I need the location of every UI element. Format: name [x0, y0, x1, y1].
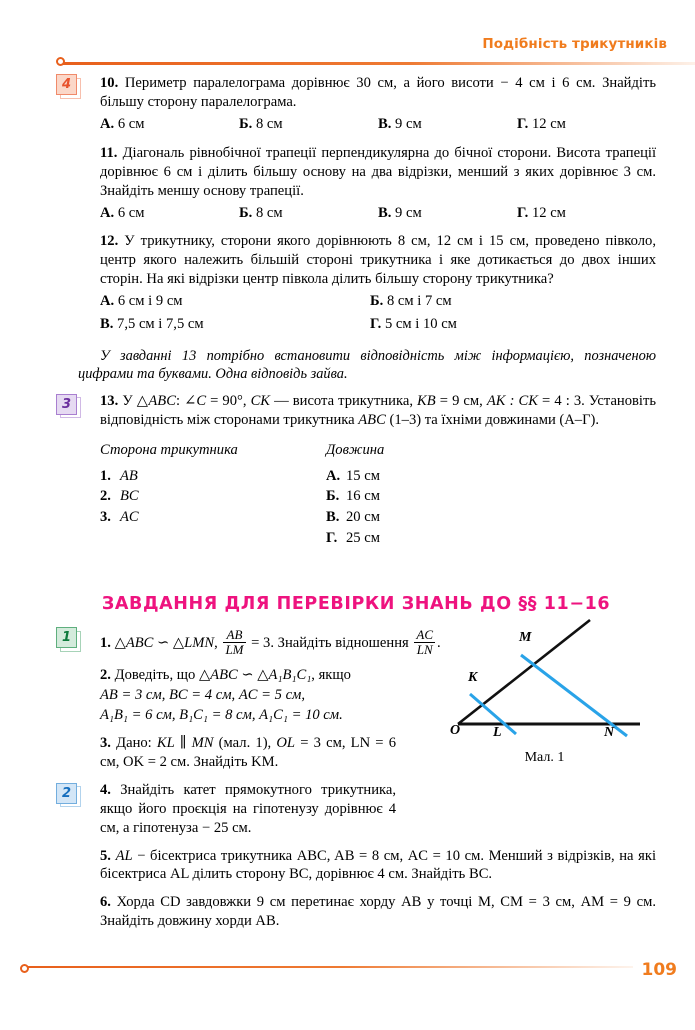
- st2-triangle-abc: △ABC: [198, 666, 238, 683]
- option-v-label: В.: [378, 204, 392, 221]
- level-badge-1: 1: [56, 627, 77, 648]
- left-item-3-label: 3.: [100, 509, 111, 526]
- matching-right-header: Довжина: [326, 441, 385, 458]
- st2-post: , якщо: [311, 666, 351, 683]
- st3-parallel-expr: KL ∥ MN: [156, 734, 214, 751]
- option-a[interactable]: [100, 204, 239, 224]
- option-a[interactable]: [100, 292, 370, 312]
- task-block-11: [56, 144, 656, 224]
- figure-point-label-n: N: [604, 725, 615, 740]
- running-header-title: Подібність трикутників: [482, 36, 667, 52]
- right-item-b-label: Б.: [326, 488, 340, 505]
- t13-s7: (1–3) та їхніми довжинами (А–Г).: [385, 411, 600, 428]
- option-a-value: 6 см: [117, 204, 145, 221]
- option-v-value: 7,5 см і 7,5 см: [117, 315, 204, 332]
- right-item-a-value: 15 см: [346, 467, 380, 484]
- matching-left-column: [100, 440, 326, 549]
- section-task-block-4: [56, 781, 656, 838]
- matching-table: [100, 440, 656, 549]
- matching-left-item[interactable]: [100, 507, 326, 528]
- option-b-value: 8 см і 7 см: [386, 293, 452, 310]
- option-b[interactable]: [239, 204, 378, 224]
- section-task-2-number: 2.: [100, 666, 111, 683]
- option-v-label: В.: [100, 315, 114, 332]
- fraction-ab-lm: [223, 628, 245, 656]
- level-badge-3: 3: [56, 394, 77, 415]
- page-number: 109: [641, 960, 677, 980]
- figure-point-label-m: M: [519, 630, 532, 645]
- section-task-6-text: [100, 893, 656, 931]
- task-12-options-row2: [100, 315, 656, 335]
- task-10-text: [100, 74, 656, 112]
- section-task-5-text: [100, 847, 656, 885]
- option-v[interactable]: [378, 204, 517, 224]
- section-task-block-6: [56, 893, 656, 931]
- task-11-number: 11.: [100, 144, 118, 161]
- option-a-label: А.: [100, 293, 115, 310]
- page-content: [56, 74, 656, 940]
- matching-left-item[interactable]: [100, 466, 326, 487]
- task-13-text: [100, 392, 656, 430]
- section-task-3-number: 3.: [100, 734, 111, 751]
- task-12-number: 12.: [100, 233, 119, 250]
- figure-point-label-l: L: [493, 725, 502, 740]
- matching-left-item[interactable]: [100, 486, 326, 507]
- fraction-ac-ln: [414, 628, 435, 656]
- option-b[interactable]: [370, 292, 640, 312]
- st3-pre: Дано:: [116, 734, 157, 751]
- st3-rest: = 3 см, LN = 6 см, OK = 2 см. Знайдіть KM.: [100, 734, 396, 770]
- option-v-value: 9 см: [395, 115, 422, 132]
- section-task-5-body: − бісектриса трикутника ABC, AB = 8 см, AC = 10 см. Менший з відрізків, на які бісектриса AL ділить сторону BC, дорівнює 4 см. Знайдіть BC.: [100, 847, 656, 883]
- t13-seg-ck: CK: [250, 392, 271, 409]
- section-task-6-body: Хорда CD завдовжки 9 см перетинає хорду AB у точці M, CM = 3 см, AM = 9 см. Знайдіть довжину хорди AB.: [100, 894, 656, 930]
- option-b-label: Б.: [239, 115, 253, 132]
- task-12-text: [100, 232, 656, 289]
- option-b-value: 8 см: [255, 115, 283, 132]
- footer-rule: [26, 966, 633, 969]
- section-task-2-line3: A₁B₁ = 6 см, B₁C₁ = 8 см, A₁C₁ = 10 см.: [100, 706, 343, 723]
- t13-s1: У: [122, 392, 137, 409]
- option-b-label: Б.: [239, 204, 253, 221]
- task-11-text: [100, 144, 656, 201]
- matching-right-item[interactable]: [326, 486, 384, 507]
- t13-s4: — висота трикутника,: [270, 392, 418, 409]
- task-block-10: [56, 74, 656, 135]
- task-block-13: [56, 392, 656, 549]
- right-item-b-value: 16 см: [346, 488, 380, 505]
- left-item-1-value: AB: [120, 467, 138, 484]
- t13-vertex-c: C: [196, 392, 207, 409]
- right-item-v-label: В.: [326, 509, 340, 526]
- t13-ratio: AK : CK: [486, 392, 538, 409]
- header-rule-dot-icon: [56, 57, 65, 66]
- matching-instruction-note: У завданні 13 потрібно встановити відповідність між інформацією, позначеною цифрами та буквами. Одна відповідь зайва.: [78, 347, 656, 383]
- st3-mid: (мал. 1),: [213, 734, 277, 751]
- task-12-body: У трикутнику, сторони якого дорівнюють 8 см, 12 см і 15 см, проведено півколо, центр якого належить більшій стороні трикутника і яке дотикається до двох інших сторін. На які відрізки центр півкола ділить більшу сторону трикутника?: [100, 233, 656, 288]
- left-item-2-value: BC: [120, 488, 139, 505]
- option-g-value: 5 см і 10 см: [384, 315, 457, 332]
- section-task-1-number: 1.: [100, 635, 111, 652]
- fraction-numerator: AB: [226, 627, 243, 643]
- matching-right-item[interactable]: [326, 466, 384, 487]
- option-a-label: А.: [100, 115, 115, 132]
- option-g-label: Г.: [370, 315, 382, 332]
- option-g-value: 12 см: [531, 115, 566, 132]
- left-item-2-label: 2.: [100, 488, 111, 505]
- t13-seg-kb: KB: [417, 392, 436, 409]
- t13-s2: : ∠: [175, 392, 197, 409]
- option-b[interactable]: [239, 115, 378, 135]
- task-10-options: [100, 115, 656, 135]
- figure-point-label-k: K: [468, 670, 478, 685]
- left-item-1-label: 1.: [100, 467, 111, 484]
- level-badge-2: 2: [56, 783, 77, 804]
- header-rule: [62, 62, 695, 65]
- t13-triangle: △ABC: [136, 392, 176, 409]
- matching-right-item[interactable]: [326, 528, 384, 549]
- st2-triangle-a1b1c1: △A₁B₁C₁: [257, 666, 312, 683]
- figure-diagram-svg: [452, 612, 662, 752]
- level-badge-4: 4: [56, 74, 77, 95]
- option-g[interactable]: [517, 204, 566, 224]
- fraction-numerator: AC: [416, 627, 434, 643]
- t13-s3: = 90°,: [206, 392, 251, 409]
- t13-s6: = 4 : 3. Установіть відповідність між сторонами трикутника: [100, 392, 657, 428]
- st2-pre: Доведіть, що: [114, 666, 199, 683]
- option-g-label: Г.: [517, 204, 529, 221]
- matching-left-header: Сторона трикутника: [100, 441, 238, 458]
- section-task-6-number: 6.: [100, 894, 111, 911]
- option-g[interactable]: [370, 315, 640, 335]
- task-11-body: Діагональ рівнобічної трапеції перпендикулярна до бічної сторони. Висота трапеції дорівнює 6 см і ділить більшу основу на два відрізки, менший з яких дорівнює 3 см. Знайдіть меншу основу трапеції.: [100, 144, 656, 199]
- task-10-number: 10.: [100, 75, 119, 91]
- t13-abc: ABC: [358, 411, 386, 428]
- option-v-label: В.: [378, 115, 392, 132]
- task-13-number: 13.: [100, 392, 119, 409]
- figure-point-label-o: O: [450, 723, 461, 738]
- left-item-3-value: AC: [120, 509, 139, 526]
- option-a[interactable]: [100, 115, 239, 135]
- st5-seg-al: AL: [115, 847, 133, 864]
- st1-comma: ,: [214, 635, 222, 652]
- option-g[interactable]: [517, 115, 566, 135]
- task-11-options: [100, 204, 656, 224]
- task-12-options-row1: [100, 292, 656, 312]
- option-b-value: 8 см: [255, 204, 283, 221]
- right-item-v-value: 20 см: [346, 509, 380, 526]
- option-v[interactable]: [100, 315, 370, 335]
- section-task-4-body: Знайдіть катет прямокутного трикутника, якщо його проєкція на гіпотенузу дорівнює 4 см, а гіпотенуза − 25 см.: [100, 781, 396, 836]
- st2-similar-sign: ∽: [237, 666, 258, 683]
- option-g-value: 12 см: [531, 204, 566, 221]
- option-v[interactable]: [378, 115, 517, 135]
- right-item-g-label: Г.: [326, 529, 338, 546]
- st1-similar-expr: △ABC ∽ △LMN: [114, 635, 215, 652]
- right-item-g-value: 25 см: [346, 529, 380, 546]
- fraction-denominator: LM: [225, 642, 244, 658]
- option-b-label: Б.: [370, 293, 384, 310]
- section-task-block-5: [56, 847, 656, 885]
- footer-rule-dot-icon: [20, 964, 29, 973]
- fraction-denominator: LN: [414, 642, 435, 657]
- option-a-label: А.: [100, 204, 115, 221]
- section-title: ЗАВДАННЯ ДЛЯ ПЕРЕВІРКИ ЗНАНЬ ДО §§ 11−16: [101, 594, 611, 615]
- section-task-2-line2: AB = 3 см, BC = 4 см, AC = 5 см,: [100, 686, 306, 703]
- option-a-value: 6 см: [117, 115, 145, 132]
- section-task-2-line1: [100, 666, 396, 685]
- matching-right-item[interactable]: [326, 507, 384, 528]
- t13-s5: = 9 см,: [435, 392, 487, 409]
- matching-right-column: [326, 440, 384, 549]
- figure-caption: Мал. 1: [524, 750, 565, 765]
- section-task-3-text: [100, 734, 396, 772]
- section-task-4-number: 4.: [100, 781, 111, 798]
- section-task-5-number: 5.: [100, 847, 111, 864]
- st1-mid: = 3. Знайдіть відношення: [247, 635, 413, 652]
- st3-seg-ol: OL: [276, 734, 296, 751]
- option-g-label: Г.: [517, 115, 529, 132]
- option-v-value: 9 см: [395, 204, 422, 221]
- task-block-12: [56, 232, 656, 334]
- task-10-body: Периметр паралелограма дорівнює 30 см, а його висоти − 4 см і 6 см. Знайдіть більшу сторону паралелограма.: [100, 75, 656, 110]
- right-item-a-label: А.: [326, 467, 341, 484]
- st1-period: .: [437, 635, 441, 652]
- figure-mal-1: [452, 612, 662, 772]
- section-task-4-text: [100, 781, 396, 838]
- option-a-value: 6 см і 9 см: [117, 293, 183, 310]
